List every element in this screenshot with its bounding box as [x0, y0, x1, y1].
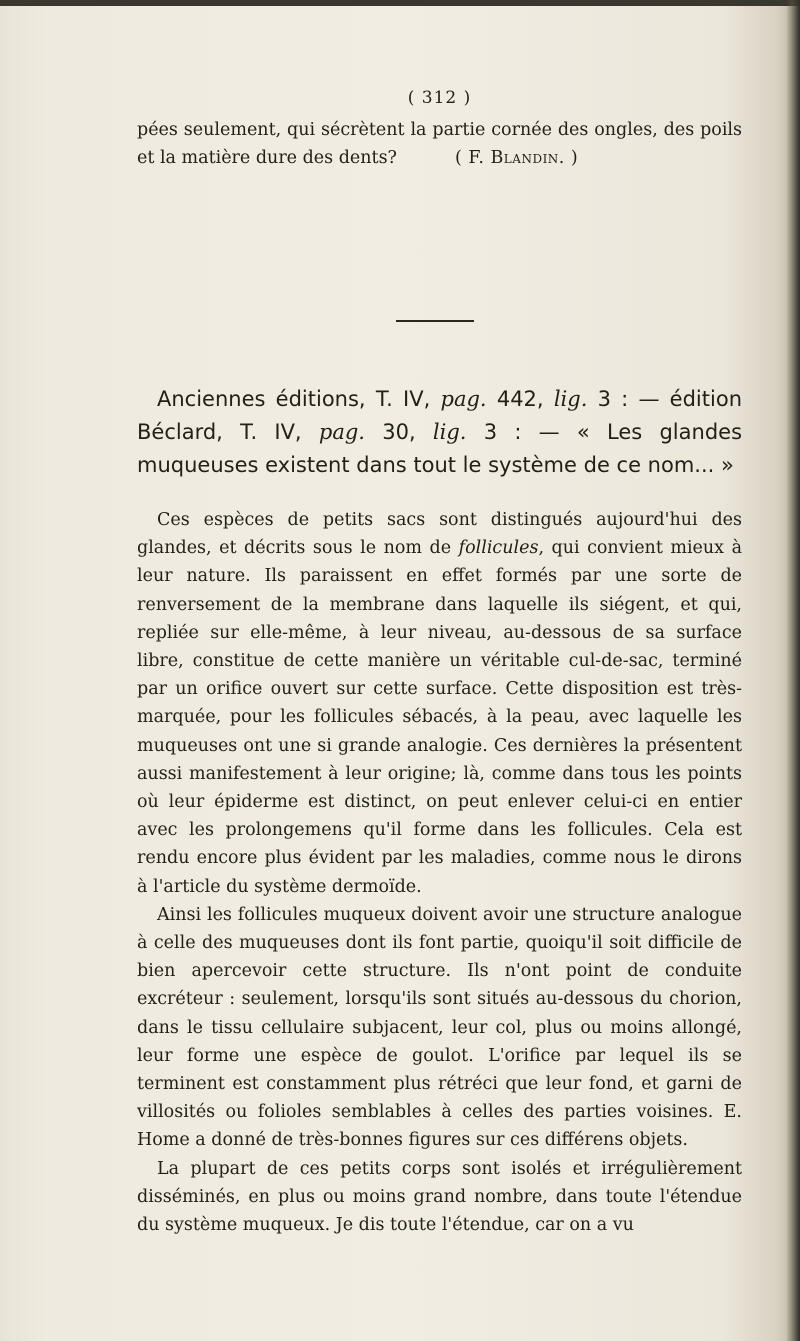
section-divider — [396, 320, 474, 322]
page-number: ( 312 ) — [407, 88, 472, 108]
old-editions-note: Anciennes éditions, T. IV, pag. 442, lig. 3 : — édition Béclard, T. IV, pag. 30, lig. 3 : — « Les glandes muqueuses existent dans tout le système de ce nom... » — [137, 387, 743, 477]
page-binding-shadow — [786, 0, 800, 1341]
continuation-paragraph — [137, 116, 742, 172]
continuation-text: pées seulement, qui sécrètent la partie cornée des ongles, des poils et la matière dure des dents? — [137, 120, 742, 169]
paragraph-distribution: La plupart de ces petits corps sont isolés et irrégulièrement disséminés, en plus ou moins grand nombre, dans toute l'étendue du système muqueux. Je dis toute l'étendue, car on a vu — [137, 1158, 742, 1236]
page-top-edge — [0, 0, 800, 6]
paragraph-structure: Ainsi les follicules muqueux doivent avoir une structure analogue à celle des muqueuses dont ils font partie, quoiqu'il soit difficile de bien apercevoir cette structure. Ils n'ont point de conduite excréteur : seulement, lorsqu'ils sont situés au-dessous du chorion, dans le tissu cellulaire subjacent, leur col, plus ou moins allongé, leur forme une espèce de goulot. L'orifice par lequel ils se terminent est constamment plus rétréci que leur fond, et garni de villosités ou folioles semblables à celles des parties voisines. E. Home a donné de très-bonnes figures sur ces différens objets. — [137, 904, 742, 1151]
commentary-body — [137, 506, 742, 1239]
paragraph-follicules: Ces espèces de petits sacs sont distingués aujourd'hui des glandes, et décrits sous le nom de follicules, qui convient mieux à leur nature. Ils paraissent en effet formés par une sorte de renversement de la membrane dans laquelle ils siégent, et qui, repliée sur elle-même, à leur niveau, au-dessous de sa surface libre, constitue de cette manière un véritable cul-de-sac, terminé par un orifice ouvert sur cette surface. Cette disposition est très-marquée, pour les follicules sébacés, à la peau, avec laquelle les muqueuses ont une si grande analogie. Ces dernières la présentent aussi manifestement à leur origine; là, comme dans tous les points où leur épiderme est distinct, on peut enlever celui-ci en entier avec les prolongemens qu'il forme dans les follicules. Cela est rendu encore plus évident par les maladies, comme nous le dirons à l'article du système dermoïde. — [137, 510, 743, 897]
term-follicules: follicules — [458, 538, 539, 559]
attribution: ( F. Blandin. ) — [455, 148, 579, 169]
